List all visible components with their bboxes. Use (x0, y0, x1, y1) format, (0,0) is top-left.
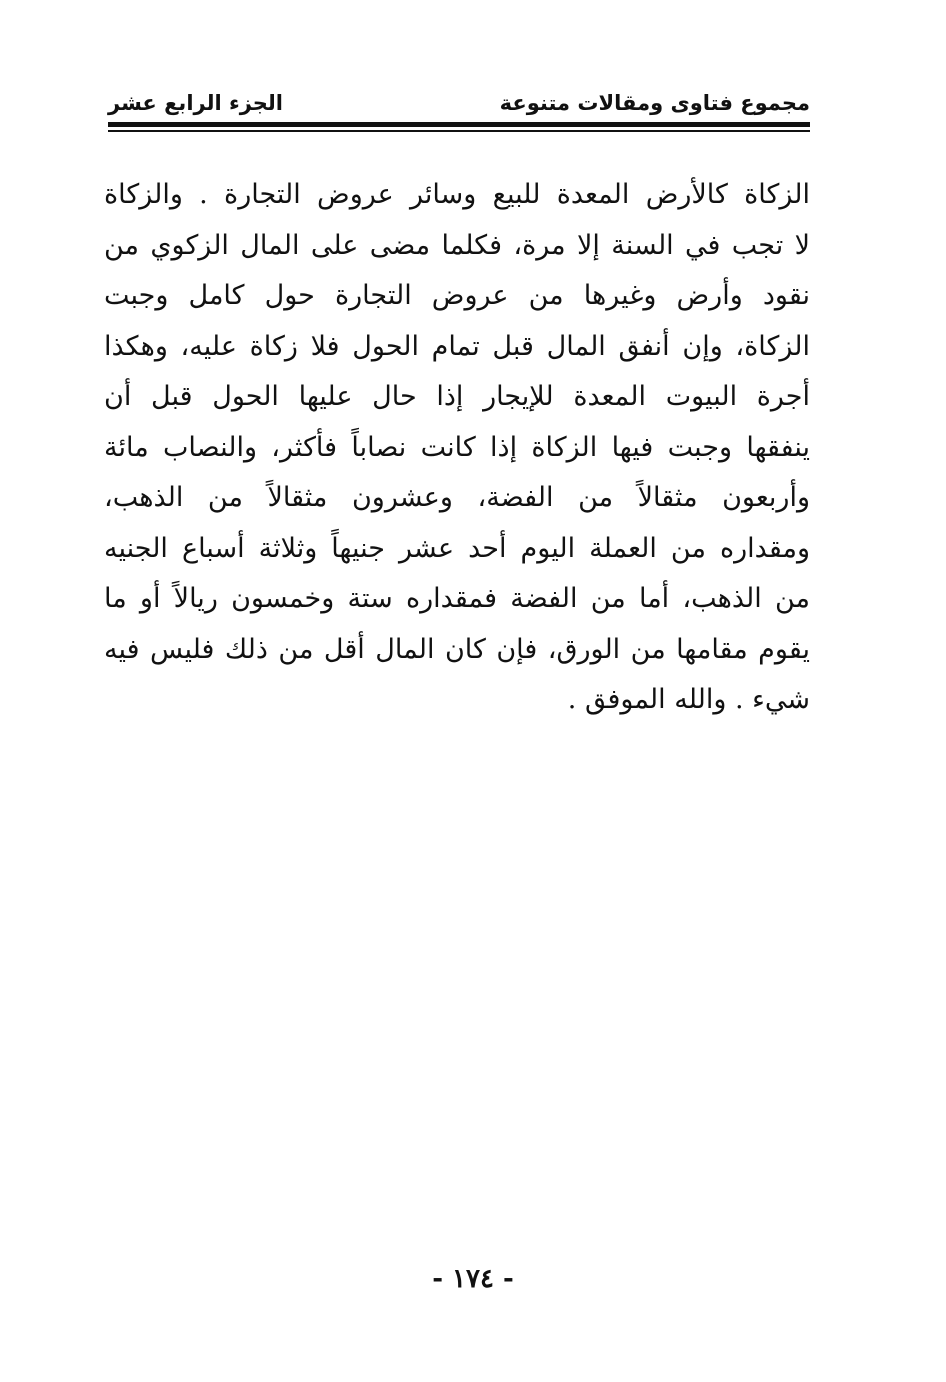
book-title: مجموع فتاوى ومقالات متنوعة (499, 91, 810, 115)
text-line: شيء . والله الموفق . (567, 684, 810, 715)
text-line: الزكاة، وإن أنفق المال قبل تمام الحول فلا زكاة عليه، وهكذا (104, 330, 810, 362)
text-line: الزكاة كالأرض المعدة للبيع وسائر عروض التجارة . والزكاة (104, 179, 810, 210)
text-line: ينفقها وجبت فيها الزكاة إذا كانت نصاباً فأكثر، والنصاب مائة (104, 431, 810, 463)
body-text (104, 170, 810, 726)
text-line: نقود وأرض وغيرها من عروض التجارة حول كامل وجبت (104, 280, 810, 311)
volume-label: الجزء الرابع عشر (108, 91, 283, 115)
header-rule-thin (108, 130, 810, 132)
text-line: لا تجب في السنة إلا مرة، فكلما مضى على المال الزكوي من (104, 229, 810, 261)
header-rule-thick (108, 122, 810, 127)
text-line: وأربعون مثقالاً من الفضة، وعشرون مثقالاً من الذهب، (104, 482, 810, 513)
running-header (108, 82, 810, 122)
text-line: ومقداره من العملة اليوم أحد عشر جنيهاً وثلاثة أسباع الجنيه (104, 532, 810, 564)
text-line: من الذهب، أما من الفضة فمقداره ستة وخمسون ريالاً أو ما (104, 583, 810, 614)
page-number: - ١٧٤ - (432, 1264, 514, 1294)
text-line: يقوم مقامها من الورق، فإن كان المال أقل من ذلك فليس فيه (104, 633, 810, 665)
text-line: أجرة البيوت المعدة للإيجار إذا حال عليها الحول قبل أن (104, 381, 810, 412)
